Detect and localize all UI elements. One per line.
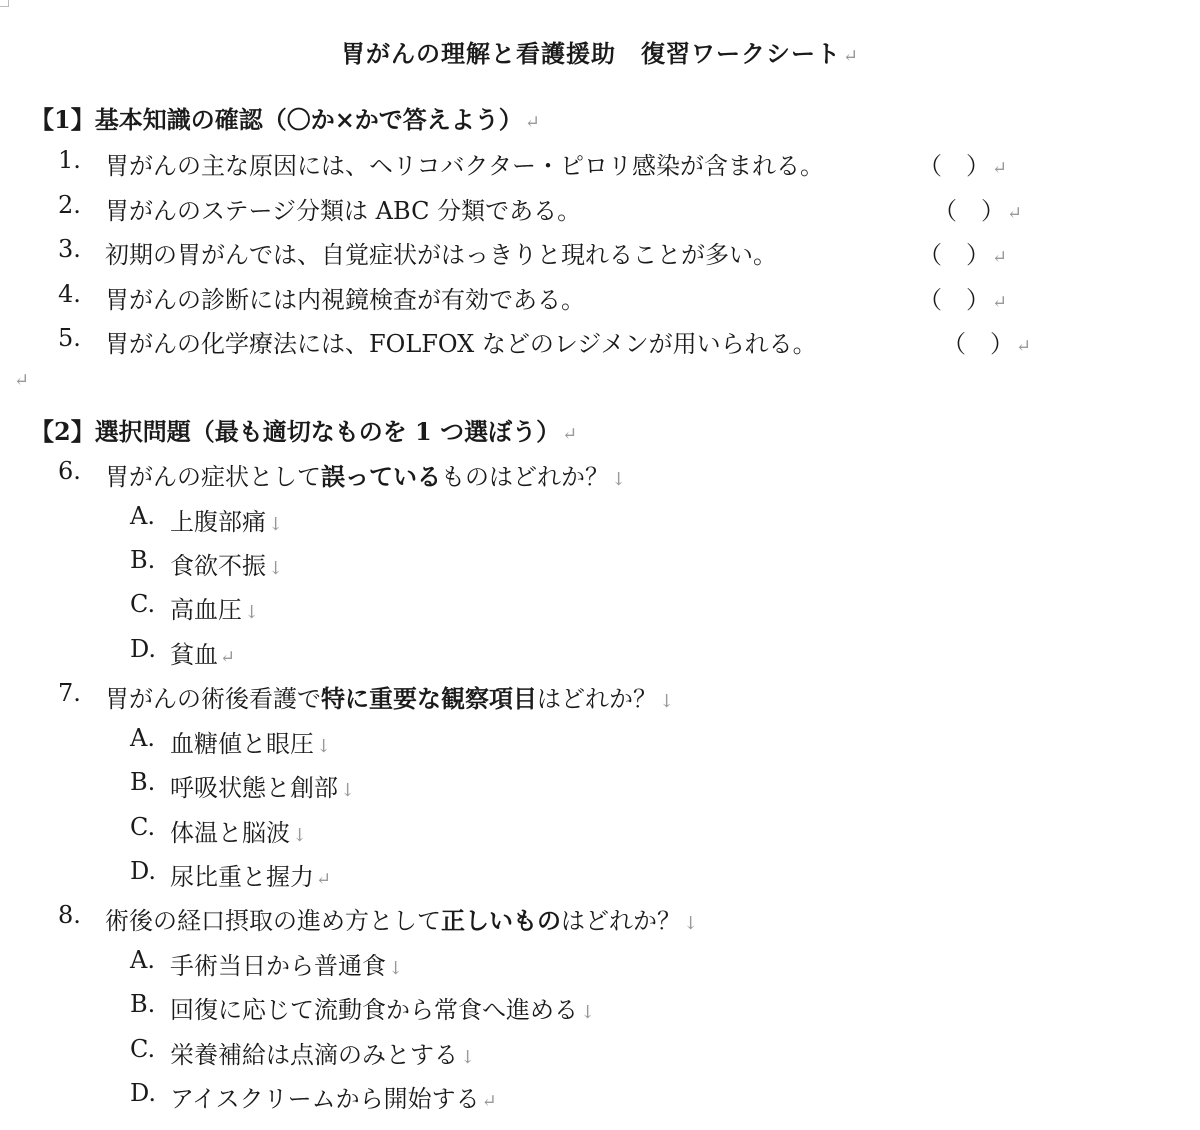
paragraph-mark: ↵ [524,112,540,133]
question-text: 胃がんの症状として誤っているものはどれか？ ↓ [105,462,627,491]
option-text[interactable]: 上腹部痛 ↓ [170,508,284,536]
option-letter: B. [130,546,156,574]
option-letter: A. [130,502,155,530]
question-number: 3. [58,235,81,263]
option-letter: B. [130,768,156,796]
option-text[interactable]: 高血圧 ↓ [170,596,260,624]
option-text[interactable]: 栄養補給は点滴のみとする ↓ [170,1041,476,1069]
option-text[interactable]: 呼吸状態と創部 ↓ [170,774,356,802]
question-number: 8. [58,901,81,929]
option-letter: B. [130,990,156,1018]
option-text[interactable]: 手術当日から普通食 ↓ [170,952,404,980]
answer-blank[interactable]: （ ） ↵ [918,241,1008,269]
empty-paragraph-mark: ↵ [14,370,30,391]
option-letter: D. [130,857,157,885]
page-corner-mark [0,0,9,7]
option-text[interactable]: 貧血 ↵ [170,641,236,669]
question-number: 6. [58,457,81,485]
option-letter: D. [130,1079,157,1107]
question-number: 7. [58,679,81,707]
section2-heading: 【2】選択問題（最も適切なものを 1 つ選ぼう） ↵ [30,417,578,446]
option-letter: A. [130,724,155,752]
question-text: 術後の経口摂取の進め方として正しいものはどれか？ ↓ [105,906,699,935]
option-text[interactable]: 尿比重と握力 ↵ [170,863,332,891]
question-text: 胃がんの術後看護で特に重要な観察項目はどれか？ ↓ [105,684,675,713]
option-text[interactable]: 回復に応じて流動食から常食へ進める ↓ [170,996,596,1024]
question-number: 1. [58,146,81,174]
question-number: 5. [58,324,81,352]
paragraph-mark: ↵ [842,46,860,67]
option-letter: C. [130,590,156,618]
question-text: 胃がんの化学療法には、FOLFOX などのレジメンが用いられる。 [105,330,817,358]
question-number: 2. [58,191,81,219]
answer-blank[interactable]: （ ） ↵ [942,330,1032,358]
question-text: 胃がんのステージ分類は ABC 分類である。 [105,197,582,225]
question-number: 4. [58,280,81,308]
option-letter: C. [130,1035,156,1063]
answer-blank[interactable]: （ ） ↵ [918,152,1008,180]
question-text: 胃がんの主な原因には、ヘリコバクター・ピロリ感染が含まれる。 [105,152,825,180]
question-text: 初期の胃がんでは、自覚症状がはっきりと現れることが多い。 [105,241,777,269]
paragraph-mark: ↵ [562,424,578,445]
option-text[interactable]: 血糖値と眼圧 ↓ [170,730,332,758]
question-text: 胃がんの診断には内視鏡検査が有効である。 [105,286,585,314]
option-letter: C. [130,813,156,841]
answer-blank[interactable]: （ ） ↵ [918,286,1008,314]
document-title: 胃がんの理解と看護援助 復習ワークシート ↵ [340,39,860,68]
option-text[interactable]: 体温と脳波 ↓ [170,819,308,847]
option-letter: A. [130,946,155,974]
section1-heading: 【1】基本知識の確認（〇か×かで答えよう） ↵ [30,105,540,134]
option-text[interactable]: 食欲不振 ↓ [170,552,284,580]
answer-blank[interactable]: （ ） ↵ [933,197,1023,225]
option-letter: D. [130,635,157,663]
option-text[interactable]: アイスクリームから開始する ↵ [170,1085,497,1113]
